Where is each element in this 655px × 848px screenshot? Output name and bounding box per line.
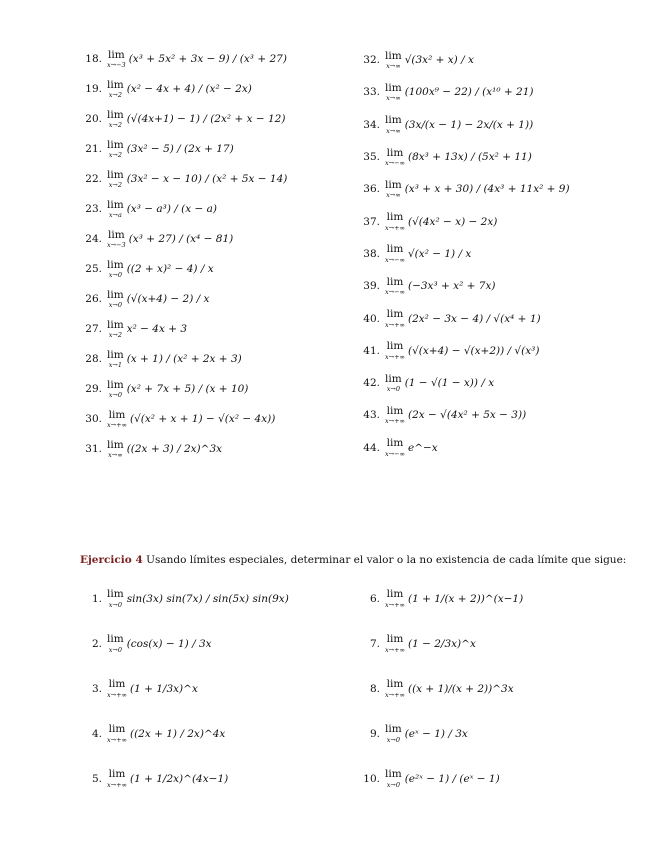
problem-number: 42. — [363, 377, 380, 390]
limit-expression: (1 + 1/2x)^(4x−1) — [129, 772, 229, 785]
limit-operator — [385, 115, 402, 134]
limit-approach: x→+∞ — [107, 780, 127, 789]
limit-operator — [385, 406, 405, 425]
lim-word: lim — [107, 378, 124, 391]
lim-word: lim — [108, 48, 125, 61]
limit-problem — [80, 666, 350, 711]
problem-number: 32. — [363, 54, 380, 67]
limit-expression: ((2x + 3) / 2x)^3x — [126, 443, 223, 455]
lim-word: lim — [107, 288, 124, 301]
limit-expression: √(3x² + x) / x — [404, 54, 474, 67]
problem-number: 18. — [85, 53, 102, 65]
limit-operator — [107, 50, 126, 69]
limit-problem — [80, 711, 350, 756]
limit-operator — [107, 350, 124, 369]
limit-approach: x→0 — [108, 301, 122, 309]
exercise-4-left-column — [80, 576, 350, 801]
problem-number: 3. — [91, 682, 102, 695]
limit-operator — [385, 83, 402, 102]
limit-expression: (1 − √(1 − x)) / x — [404, 377, 495, 390]
limit-approach: x→0 — [386, 780, 400, 789]
limit-expression: e^−x — [407, 441, 438, 454]
exercise-3-right-column — [358, 44, 648, 464]
problem-number: 9. — [369, 727, 380, 740]
limit-operator — [385, 374, 402, 393]
problem-number: 4. — [91, 727, 102, 740]
limit-expression: (√(4x+1) − 1) / (2x² + x − 12) — [126, 113, 286, 125]
problem-number: 30. — [85, 413, 102, 425]
problem-number: 26. — [85, 293, 102, 305]
lim-word: lim — [107, 108, 124, 121]
limit-approach: x→−∞ — [385, 255, 405, 264]
limit-expression: (x³ + 5x² + 3x − 9) / (x³ + 27) — [128, 53, 287, 65]
limit-approach: x→+∞ — [107, 735, 127, 744]
limit-operator — [385, 679, 405, 698]
limit-approach: x→1 — [108, 361, 122, 369]
limit-expression: (x + 1) / (x² + 2x + 3) — [126, 353, 242, 365]
limit-expression: x² − 4x + 3 — [126, 323, 188, 335]
problem-number: 41. — [363, 344, 380, 357]
limit-expression: (2x² − 3x − 4) / √(x⁴ + 1) — [407, 312, 541, 325]
problem-number: 39. — [363, 280, 380, 293]
limit-expression: (√(x+4) − 2) / x — [126, 293, 210, 305]
problem-number: 43. — [363, 409, 380, 422]
limit-problem — [358, 335, 648, 367]
problem-number: 40. — [363, 312, 380, 325]
limit-expression: ((2x + 1) / 2x)^4x — [129, 727, 226, 740]
problem-number: 21. — [85, 143, 102, 155]
problem-number: 24. — [85, 233, 102, 245]
limit-expression: (√(x² + x + 1) − √(x² − 4x)) — [129, 413, 276, 425]
problem-number: 5. — [91, 772, 102, 785]
limit-expression: (x² − 4x + 4) / (x² − 2x) — [126, 83, 252, 95]
limit-approach: x→0 — [108, 391, 122, 399]
problem-number: 29. — [85, 383, 102, 395]
limit-expression: (8x³ + 13x) / (5x² + 11) — [407, 151, 532, 164]
lim-word: lim — [107, 198, 124, 211]
limit-operator — [385, 341, 405, 360]
limit-approach: x→a — [108, 211, 122, 219]
limit-problem — [358, 44, 648, 76]
limit-operator — [107, 679, 127, 698]
limit-problem — [80, 344, 350, 374]
lim-word: lim — [108, 723, 126, 735]
limit-operator — [385, 769, 402, 788]
exercise-4-instructions: Usando límites especiales, determinar el valor o la no existencia de cada límite que sigue: — [146, 554, 627, 566]
limit-approach: x→2 — [108, 181, 122, 189]
limit-approach: x→+∞ — [385, 600, 405, 609]
lim-word: lim — [385, 81, 402, 94]
limit-problem — [80, 44, 350, 74]
lim-word: lim — [386, 243, 404, 256]
problem-number: 36. — [363, 183, 380, 196]
limit-approach: x→−3 — [107, 61, 126, 69]
limit-problem — [80, 74, 350, 104]
limit-expression: (−3x³ + x² + 7x) — [407, 280, 496, 293]
problem-number: 20. — [85, 113, 102, 125]
limit-approach: x→∞ — [386, 94, 401, 103]
lim-word: lim — [386, 588, 404, 600]
limit-approach: x→+∞ — [385, 223, 405, 232]
limit-problem — [80, 134, 350, 164]
lim-word: lim — [107, 633, 124, 645]
limit-problem — [358, 711, 648, 756]
limit-operator — [107, 170, 124, 189]
problem-number: 7. — [369, 637, 380, 650]
limit-problem — [358, 399, 648, 431]
lim-word: lim — [385, 768, 402, 780]
limit-approach: x→+∞ — [385, 417, 405, 426]
problem-number: 33. — [363, 86, 380, 99]
limit-operator — [107, 589, 124, 608]
lim-word: lim — [386, 633, 404, 645]
lim-word: lim — [108, 768, 126, 780]
lim-word: lim — [108, 228, 125, 241]
limit-operator — [107, 440, 124, 459]
limit-operator — [385, 212, 405, 231]
limit-operator — [385, 634, 405, 653]
limit-operator — [107, 380, 124, 399]
limit-expression: (e²ˣ − 1) / (eˣ − 1) — [404, 772, 500, 785]
limit-approach: x→0 — [108, 645, 122, 654]
limit-expression: (x³ + x + 30) / (4x³ + 11x² + 9) — [404, 183, 570, 196]
problem-number: 34. — [363, 118, 380, 131]
limit-expression: (1 + 1/(x + 2))^(x−1) — [407, 592, 524, 605]
problem-number: 27. — [85, 323, 102, 335]
problem-number: 23. — [85, 203, 102, 215]
problem-number: 44. — [363, 441, 380, 454]
limit-approach: x→+∞ — [385, 320, 405, 329]
lim-word: lim — [386, 678, 404, 690]
limit-problem — [80, 224, 350, 254]
lim-word: lim — [107, 138, 124, 151]
limit-approach: x→+∞ — [107, 690, 127, 699]
limit-problem — [80, 254, 350, 284]
limit-operator — [385, 589, 405, 608]
limit-problem — [358, 756, 648, 801]
limit-expression: (√(4x² − x) − 2x) — [407, 215, 498, 228]
problem-number: 2. — [91, 637, 102, 650]
lim-word: lim — [386, 437, 404, 450]
limit-operator — [385, 724, 402, 743]
limit-problem — [80, 164, 350, 194]
limit-operator — [385, 244, 405, 263]
limit-operator — [107, 290, 124, 309]
limit-problem — [80, 576, 350, 621]
limit-operator — [385, 51, 402, 70]
limit-expression: (x² + 7x + 5) / (x + 10) — [126, 383, 249, 395]
limit-operator — [385, 277, 405, 296]
problem-number: 1. — [91, 592, 102, 605]
limit-approach: x→+∞ — [385, 645, 405, 654]
lim-word: lim — [385, 178, 402, 191]
limit-problem — [358, 205, 648, 237]
lim-word: lim — [107, 258, 124, 271]
limit-expression: (eˣ − 1) / 3x — [404, 727, 468, 740]
exercise-4-title: Ejercicio 4 — [80, 554, 143, 566]
limit-expression: ((x + 1)/(x + 2))^3x — [407, 682, 514, 695]
limit-expression: (x³ + 27) / (x⁴ − 81) — [128, 233, 234, 245]
limit-problem — [358, 173, 648, 205]
limit-problem — [358, 109, 648, 141]
limit-expression: (2x − √(4x² + 5x − 3)) — [407, 409, 527, 422]
limit-approach: x→−∞ — [385, 288, 405, 297]
limit-approach: x→−3 — [107, 241, 126, 249]
limit-expression: (3x² − x − 10) / (x² + 5x − 14) — [126, 173, 288, 185]
limit-approach: x→2 — [108, 91, 122, 99]
limit-approach: x→+∞ — [385, 352, 405, 361]
limit-approach: x→0 — [386, 735, 400, 744]
problem-number: 22. — [85, 173, 102, 185]
limit-problem — [358, 432, 648, 464]
limit-approach: x→∞ — [386, 62, 401, 71]
limit-operator — [107, 140, 124, 159]
limit-approach: x→0 — [386, 385, 400, 394]
lim-word: lim — [386, 275, 404, 288]
limit-problem — [358, 238, 648, 270]
problem-number: 35. — [363, 151, 380, 164]
limit-problem — [80, 194, 350, 224]
limit-approach: x→+∞ — [107, 421, 127, 429]
limit-expression: √(x² − 1) / x — [407, 247, 472, 260]
problem-number: 8. — [369, 682, 380, 695]
limit-problem — [358, 666, 648, 711]
problem-number: 37. — [363, 215, 380, 228]
problem-number: 19. — [85, 83, 102, 95]
limit-approach: x→−∞ — [385, 159, 405, 168]
limit-operator — [385, 148, 405, 167]
lim-word: lim — [385, 372, 402, 385]
limit-operator — [107, 230, 126, 249]
limit-expression: (1 + 1/3x)^x — [129, 682, 198, 695]
limit-problem — [358, 621, 648, 666]
limit-approach: x→−∞ — [385, 449, 405, 458]
limit-expression: sin(3x) sin(7x) / sin(5x) sin(9x) — [126, 592, 289, 605]
problem-number: 25. — [85, 263, 102, 275]
limit-operator — [107, 634, 124, 653]
limit-problem — [80, 756, 350, 801]
limit-operator — [107, 80, 124, 99]
limit-expression: (cos(x) − 1) / 3x — [126, 637, 212, 650]
lim-word: lim — [386, 308, 404, 321]
limit-operator — [107, 724, 127, 743]
lim-word: lim — [107, 588, 124, 600]
limit-operator — [107, 200, 124, 219]
limit-problem — [358, 367, 648, 399]
limit-approach: x→0 — [108, 600, 122, 609]
limit-approach: x→2 — [108, 121, 122, 129]
lim-word: lim — [385, 49, 402, 62]
limit-approach: x→∞ — [108, 451, 123, 459]
lim-word: lim — [386, 146, 404, 159]
limit-expression: (1 − 2/3x)^x — [407, 637, 476, 650]
limit-problem — [358, 576, 648, 621]
limit-approach: x→∞ — [386, 126, 401, 135]
limit-problem — [80, 374, 350, 404]
limit-problem — [358, 302, 648, 334]
limit-problem — [80, 104, 350, 134]
limit-operator — [385, 309, 405, 328]
limit-expression: (√(x+4) − √(x+2)) / √(x³) — [407, 344, 540, 357]
limit-operator — [385, 180, 402, 199]
lim-word: lim — [386, 404, 404, 417]
problem-number: 38. — [363, 247, 380, 260]
lim-word: lim — [385, 723, 402, 735]
limit-problem — [80, 621, 350, 666]
limit-operator — [107, 260, 124, 279]
limit-approach: x→∞ — [386, 191, 401, 200]
limit-expression: (100x⁹ − 22) / (x¹⁰ + 21) — [404, 86, 534, 99]
limit-approach: x→2 — [108, 331, 122, 339]
limit-operator — [107, 320, 124, 339]
limit-approach: x→+∞ — [385, 690, 405, 699]
limit-expression: ((2 + x)² − 4) / x — [126, 263, 214, 275]
limit-expression: (x³ − a³) / (x − a) — [126, 203, 218, 215]
limit-operator — [107, 410, 127, 429]
limit-approach: x→2 — [108, 151, 122, 159]
limit-problem — [358, 270, 648, 302]
limit-operator — [107, 110, 124, 129]
limit-problem — [80, 404, 350, 434]
limit-problem — [80, 284, 350, 314]
limit-problem — [80, 314, 350, 344]
limit-expression: (3x² − 5) / (2x + 17) — [126, 143, 234, 155]
exercise-3-left-column — [80, 44, 350, 464]
limit-approach: x→0 — [108, 271, 122, 279]
limit-expression: (3x/(x − 1) − 2x/(x + 1)) — [404, 118, 534, 131]
lim-word: lim — [107, 348, 124, 361]
exercise-4-heading — [80, 554, 626, 566]
limit-operator — [107, 769, 127, 788]
lim-word: lim — [107, 78, 124, 91]
limit-problem — [358, 141, 648, 173]
lim-word: lim — [385, 114, 402, 127]
lim-word: lim — [107, 168, 124, 181]
lim-word: lim — [108, 678, 126, 690]
problem-number: 10. — [363, 772, 380, 785]
lim-word: lim — [386, 340, 404, 353]
limit-problem — [80, 434, 350, 464]
lim-word: lim — [107, 438, 124, 451]
problem-number: 28. — [85, 353, 102, 365]
lim-word: lim — [107, 318, 124, 331]
problem-number: 31. — [85, 443, 102, 455]
exercise-4-right-column — [358, 576, 648, 801]
lim-word: lim — [108, 408, 126, 421]
limit-operator — [385, 438, 405, 457]
problem-number: 6. — [369, 592, 380, 605]
limit-problem — [358, 76, 648, 108]
lim-word: lim — [386, 211, 404, 224]
